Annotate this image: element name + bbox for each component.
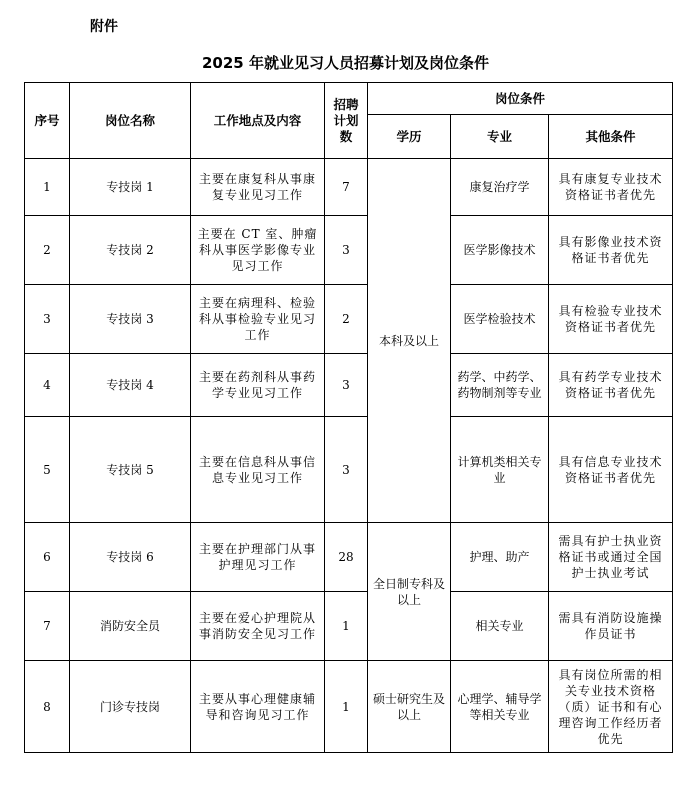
header-quota: 招聘计划数 [325,83,368,159]
cell-position-name: 专技岗 3 [70,285,191,354]
cell-education: 全日制专科及以上 [368,523,451,661]
cell-content: 主要在 CT 室、肿瘤科从事医学影像专业见习工作 [191,216,325,285]
table-row [25,417,673,523]
cell-other: 需具有消防设施操作员证书 [549,592,673,661]
table-row [25,592,673,661]
cell-other: 具有影像业技术资格证书者优先 [549,216,673,285]
header-seq: 序号 [25,83,70,159]
cell-quota: 2 [325,285,368,354]
cell-position-name: 消防安全员 [70,592,191,661]
cell-education: 硕士研究生及以上 [368,661,451,753]
cell-quota: 7 [325,159,368,216]
table-row [25,354,673,417]
cell-content: 主要在护理部门从事护理见习工作 [191,523,325,592]
attachment-label: 附件 [90,19,118,35]
header-major: 专业 [451,115,549,159]
header-other: 其他条件 [549,115,673,159]
cell-content: 主要在信息科从事信息专业见习工作 [191,417,325,523]
cell-position-name: 专技岗 6 [70,523,191,592]
cell-position-name: 专技岗 2 [70,216,191,285]
table-row [25,661,673,753]
cell-seq: 5 [25,417,70,523]
cell-major: 相关专业 [451,592,549,661]
header-position-name: 岗位名称 [70,83,191,159]
cell-quota: 28 [325,523,368,592]
cell-content: 主要在药剂科从事药学专业见习工作 [191,354,325,417]
cell-content: 主要从事心理健康辅导和咨询见习工作 [191,661,325,753]
cell-major: 护理、助产 [451,523,549,592]
cell-seq: 3 [25,285,70,354]
cell-quota: 3 [325,417,368,523]
cell-seq: 8 [25,661,70,753]
table-row [25,285,673,354]
cell-position-name: 专技岗 5 [70,417,191,523]
cell-quota: 1 [325,592,368,661]
cell-other: 具有药学专业技术资格证书者优先 [549,354,673,417]
cell-seq: 6 [25,523,70,592]
cell-seq: 1 [25,159,70,216]
cell-quota: 3 [325,216,368,285]
table-row [25,216,673,285]
header-conditions: 岗位条件 [368,83,673,115]
document-title: 2025 年就业见习人员招募计划及岗位条件 [202,54,489,72]
cell-other: 具有检验专业技术资格证书者优先 [549,285,673,354]
cell-quota: 3 [325,354,368,417]
recruitment-table [24,82,673,753]
cell-major: 医学检验技术 [451,285,549,354]
cell-major: 医学影像技术 [451,216,549,285]
cell-content: 主要在爱心护理院从事消防安全见习工作 [191,592,325,661]
cell-position-name: 专技岗 1 [70,159,191,216]
cell-content: 主要在病理科、检验科从事检验专业见习工作 [191,285,325,354]
table-row [25,523,673,592]
cell-other: 具有康复专业技术资格证书者优先 [549,159,673,216]
cell-other: 需具有护士执业资格证书或通过全国护士执业考试 [549,523,673,592]
cell-other: 具有信息专业技术资格证书者优先 [549,417,673,523]
header-row [25,83,673,115]
cell-major: 心理学、辅导学等相关专业 [451,661,549,753]
cell-education: 本科及以上 [368,159,451,523]
cell-other: 具有岗位所需的相关专业技术资格（质）证书和有心理咨询工作经历者优先 [549,661,673,753]
cell-major: 计算机类相关专业 [451,417,549,523]
cell-major: 药学、中药学、药物制剂等专业 [451,354,549,417]
header-location-content: 工作地点及内容 [191,83,325,159]
cell-position-name: 门诊专技岗 [70,661,191,753]
cell-content: 主要在康复科从事康复专业见习工作 [191,159,325,216]
table-row [25,159,673,216]
cell-seq: 2 [25,216,70,285]
cell-position-name: 专技岗 4 [70,354,191,417]
cell-quota: 1 [325,661,368,753]
cell-seq: 7 [25,592,70,661]
header-education: 学历 [368,115,451,159]
cell-major: 康复治疗学 [451,159,549,216]
cell-seq: 4 [25,354,70,417]
